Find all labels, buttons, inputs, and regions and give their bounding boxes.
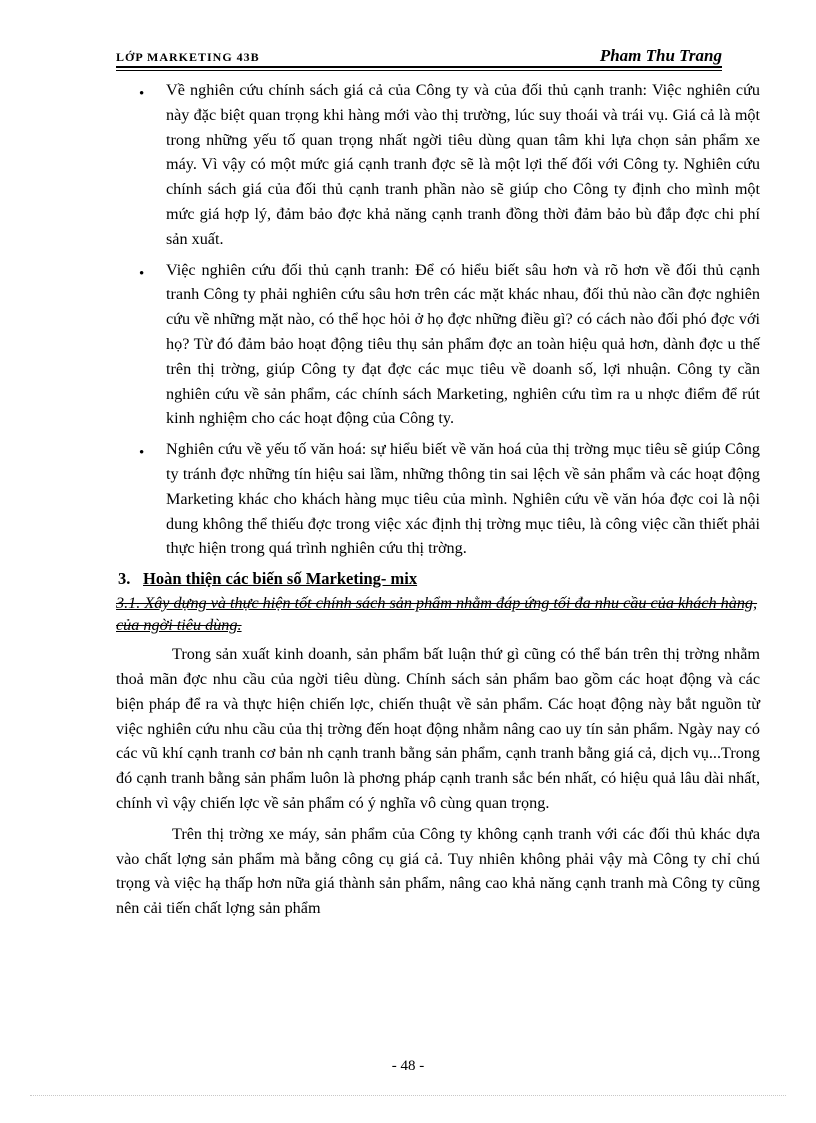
- subsection-heading: 3.1. Xây dựng và thực hiện tốt chính sách sản phẩm nhằm đáp ứng tối đa nhu cầu của khách hàng, của ngời tiêu dùng.: [116, 594, 758, 635]
- bullet-icon: •: [139, 265, 145, 282]
- bullet-text: Nghiên cứu về yếu tố văn hoá: sự hiểu biết về văn hoá của thị trờng mục tiêu sẽ giúp Công ty tránh đợc những tín hiệu sai lầm, những thông tin sai lệch về sản phẩm và các hoạt động Marketing khác cho khách hàng mục tiêu của mình. Nghiên cứu về văn hóa đợc coi là nội dung không thể thiếu đợc trong việc xác định thị trờng mục tiêu, là công việc cần thiết phải thực hiện trong quá trình nghiên cứu thị trờng.: [166, 440, 760, 558]
- section-number: 3.: [118, 569, 131, 589]
- bullet-list: [116, 78, 760, 561]
- bullet-icon: •: [139, 86, 145, 102]
- page-header: [116, 46, 722, 68]
- section-title: Hoàn thiện các biến số Marketing- mix: [143, 569, 418, 589]
- page-bottom-border: [30, 1095, 786, 1096]
- header-class-label: LỚP MARKETING 43B: [116, 50, 260, 64]
- page-number: - 48 -: [391, 1058, 425, 1074]
- header-divider-thin: [116, 70, 722, 71]
- bullet-item-culture-research: [116, 437, 760, 561]
- header-author-name: Pham Thu Trang: [599, 46, 722, 65]
- paragraph: Trên thị trờng xe máy, sản phẩm của Công ty không cạnh tranh với các đối thủ khác dựa vào chất lợng sản phẩm mà bằng công cụ giá cả. Tuy nhiên không phải vậy mà Công ty chỉ chú trọng và việc hạ thấp hơn nữa giá thành sản phẩm, nâng cao khả năng cạnh tranh mà Công ty cũng nên cải tiến chất lợng sản phẩm: [116, 824, 760, 918]
- header-divider: [116, 66, 722, 68]
- bullet-item-competitor-research: [116, 258, 760, 432]
- section-heading: [116, 567, 760, 591]
- bullet-item-price-research: [116, 78, 760, 252]
- bullet-text: Về nghiên cứu chính sách giá cả của Công ty và của đối thủ cạnh tranh: Việc nghiên cứu này đặc biệt quan trọng khi hàng mới vào thị trường, lúc suy thoái và trái vụ. Giá cả là một trong những yếu tố quan trọng nhất ngời tiêu dùng quan tâm khi lựa chọn sản phẩm xe máy. Vì vậy có một mức giá cạnh tranh đợc sẽ là một lợi thế đối với Công ty. Nghiên cứu chính sách giá của đối thủ cạnh tranh phần nào sẽ giúp cho Công ty định cho mình một mức giá hợp lý, đảm bảo đợc khả năng cạnh tranh đồng thời đảm bảo bù đắp đợc chi phí sản xuất.: [166, 81, 760, 248]
- paragraph: Trong sản xuất kinh doanh, sản phẩm bất luận thứ gì cũng có thể bán trên thị trờng nhằm thoả mãn đợc nhu cầu của ngời tiêu dùng. Chính sách sản phẩm bao gồm các hoạt động và các biện pháp để ra và thực hiện chiến lợc, chiến thuật về sản phẩm. Các hoạt động này bắt nguồn từ việc nghiên cứu nhu cầu của thị trờng đến hoạt động nhằm nâng cao uy tín sản phẩm. Ngày nay có các vũ khí cạnh tranh cơ bản nh cạnh tranh bằng sản phẩm, cạnh tranh bằng giá cả, dịch vụ...Trong đó cạnh tranh bằng sản phẩm luôn là phơng pháp cạnh tranh sắc bén nhất, có hiệu quả lâu dài nhất, chính vì vậy chiến lợc về sản phẩm có ý nghĩa vô cùng quan trọng.: [116, 645, 760, 812]
- bullet-icon: •: [139, 445, 145, 462]
- bullet-text: Việc nghiên cứu đối thủ cạnh tranh: Để có hiểu biết sâu hơn và rõ hơn về đối thủ cạnh tranh Công ty phải nghiên cứu sâu hơn trên các mặt khác nhau, đối thủ nào cần đợc nghiên cứu về những mặt nào, có thể học hỏi ở họ đợc những điều gì? có cách nào đối phó đợc với họ? Từ đó đảm bảo hoạt động tiêu thụ sản phẩm đợc an toàn hiệu quả hơn, dành đợc u thế trên thị trờng, giúp Công ty đạt đợc các mục tiêu về doanh số, lợi nhuận. Công ty cần nghiên cứu về sản phẩm, các chính sách Marketing, nghiên cứu tìm ra u nhợc điểm để rút kinh nghiệm cho các hoạt động của Công ty.: [166, 260, 760, 428]
- document-body: [116, 78, 760, 921]
